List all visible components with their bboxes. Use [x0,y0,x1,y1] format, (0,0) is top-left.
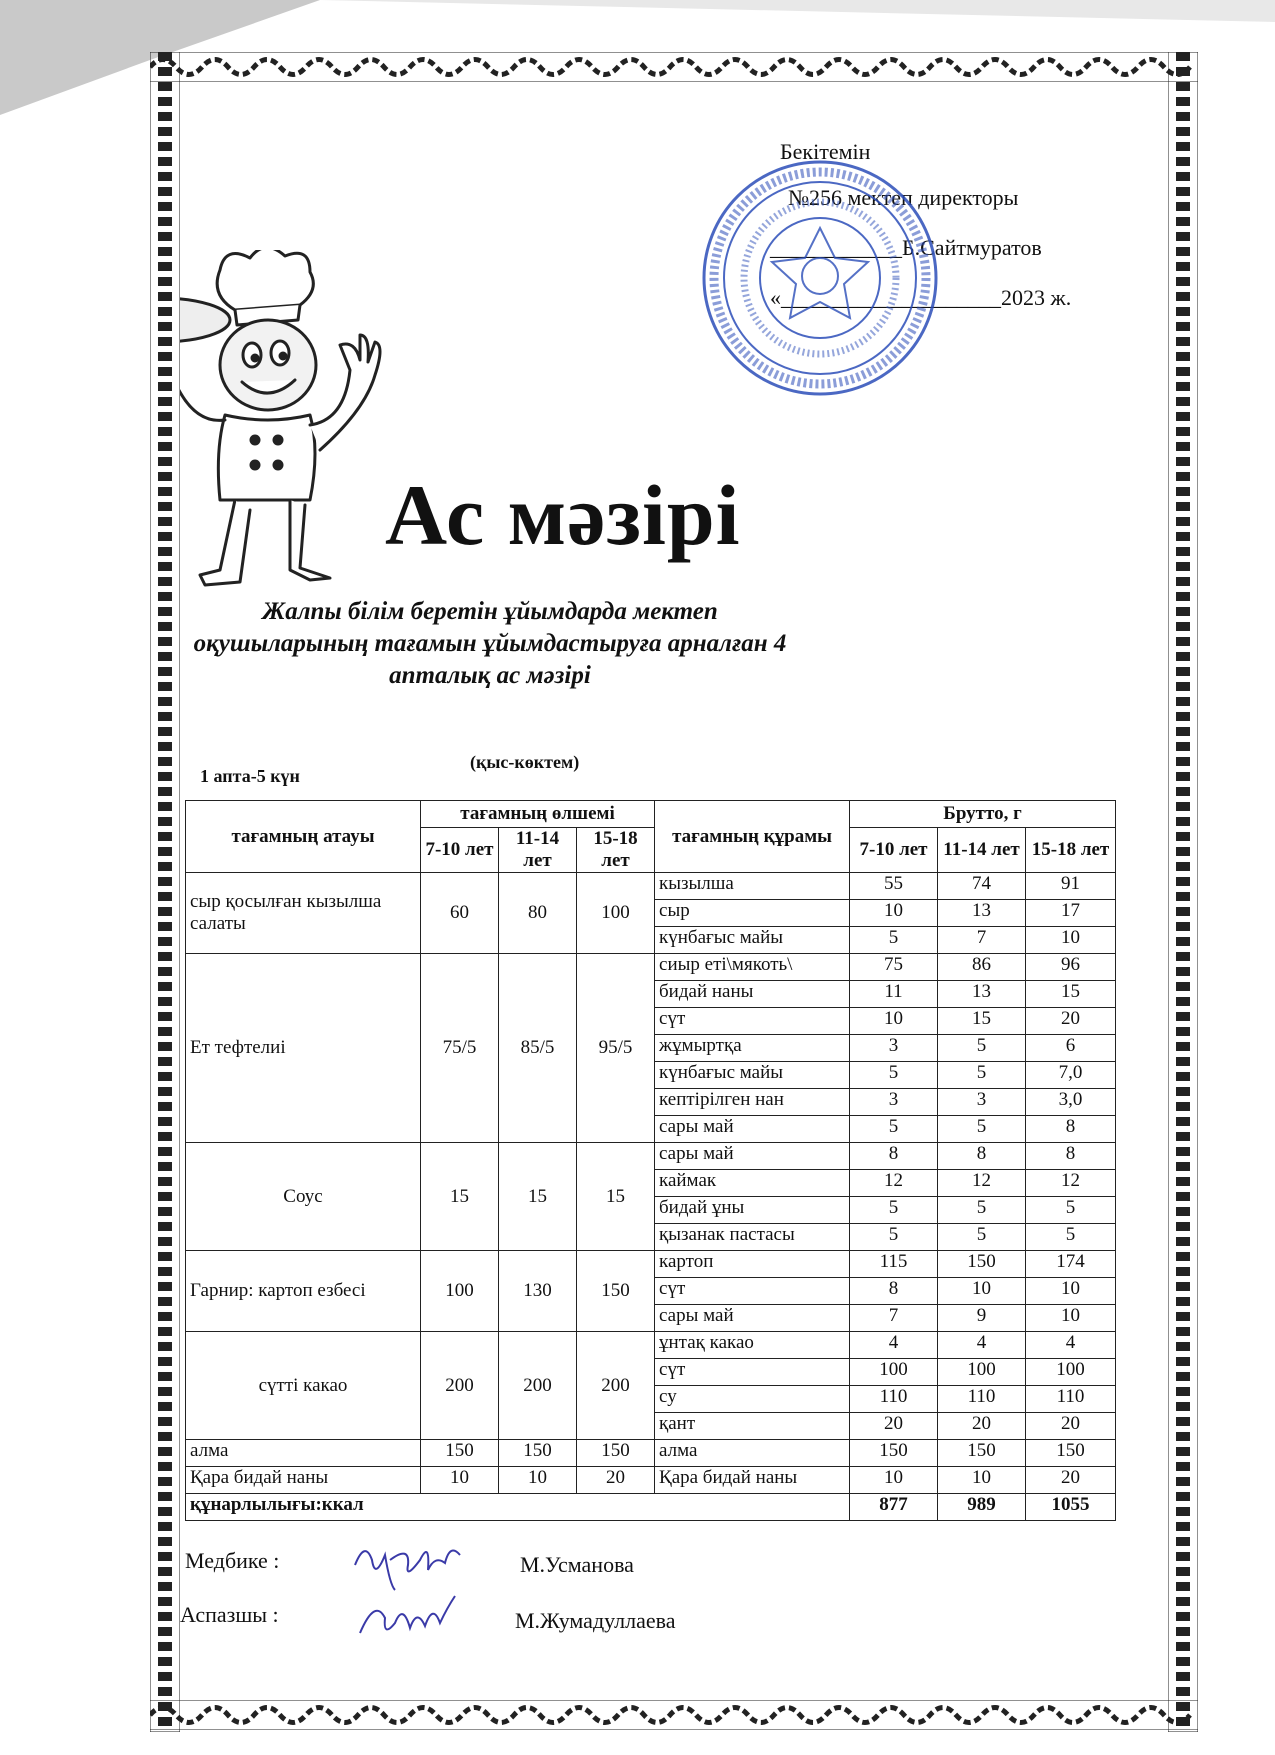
ingredient-name: алма [655,1440,850,1467]
ingredient-brutto: 10 [1026,1278,1116,1305]
ingredient-brutto: 15 [1026,981,1116,1008]
ingredient-brutto: 8 [1026,1116,1116,1143]
ingredient-brutto: 8 [1026,1143,1116,1170]
ingredient-name: қант [655,1413,850,1440]
ingredient-brutto: 3 [850,1089,938,1116]
ingredient-brutto: 7,0 [1026,1062,1116,1089]
dish-portion: 10 [421,1467,499,1494]
ingredient-name: кызылша [655,873,850,900]
ingredient-brutto: 115 [850,1251,938,1278]
ingredient-brutto: 12 [938,1170,1026,1197]
dish-portion: 15 [421,1143,499,1251]
dish-portion: 100 [421,1251,499,1332]
dish-name: Соус [186,1143,421,1251]
ingredient-brutto: 110 [850,1386,938,1413]
approval-heading: Бекітемін [780,139,871,164]
ingredient-name: бидай ұны [655,1197,850,1224]
ingredient-brutto: 7 [850,1305,938,1332]
header-age: 11-14 лет [938,828,1026,873]
ingredient-brutto: 13 [938,981,1026,1008]
ingredient-brutto: 110 [1026,1386,1116,1413]
ingredient-brutto: 20 [850,1413,938,1440]
ingredient-brutto: 20 [1026,1008,1116,1035]
dish-portion: 200 [577,1332,655,1440]
ingredient-brutto: 9 [938,1305,1026,1332]
ingredient-brutto: 91 [1026,873,1116,900]
ingredient-brutto: 150 [1026,1440,1116,1467]
ingredient-name: ұнтақ какао [655,1332,850,1359]
dish-portion: 20 [577,1467,655,1494]
ingredient-name: сүт [655,1278,850,1305]
ingredient-brutto: 5 [850,1116,938,1143]
header-age: 15-18 лет [577,828,655,873]
ingredient-name: сары май [655,1116,850,1143]
ingredient-brutto: 100 [850,1359,938,1386]
dish-portion: 10 [499,1467,577,1494]
dish-portion: 75/5 [421,954,499,1143]
ingredient-name: сары май [655,1143,850,1170]
ingredient-brutto: 5 [938,1035,1026,1062]
ingredient-name: кептірілген нан [655,1089,850,1116]
ingredient-brutto: 150 [850,1440,938,1467]
ingredient-brutto: 4 [938,1332,1026,1359]
dish-portion: 80 [499,873,577,954]
ingredient-brutto: 100 [1026,1359,1116,1386]
approval-position: №256 мектеп директоры [788,185,1019,210]
ingredient-name: сары май [655,1305,850,1332]
table-row [186,1440,1116,1467]
dish-portion: 150 [421,1440,499,1467]
dish-name: Гарнир: картоп езбесі [186,1251,421,1332]
page-title: Ас мәзірі [385,467,741,563]
ingredient-brutto: 4 [850,1332,938,1359]
total-value: 877 [850,1494,938,1521]
approval-director: ____________Б.Сайтмуратов [770,235,1042,260]
ingredient-brutto: 174 [1026,1251,1116,1278]
ingredient-brutto: 5 [850,1197,938,1224]
header-age: 7-10 лет [850,828,938,873]
total-label: құнарлылығы:ккал [186,1494,850,1521]
header-portion: тағамның өлшемі [421,801,655,828]
table-row [186,1467,1116,1494]
ingredient-brutto: 11 [850,981,938,1008]
ingredient-brutto: 5 [1026,1224,1116,1251]
dish-portion: 15 [577,1143,655,1251]
ingredient-brutto: 5 [850,927,938,954]
dish-portion: 150 [577,1440,655,1467]
school-stamp [700,158,940,398]
header-brutto: Брутто, г [850,801,1116,828]
cook-name: М.Жумадуллаева [515,1608,676,1633]
ingredient-name: сүт [655,1008,850,1035]
table-row [186,954,1116,981]
ingredient-name: каймак [655,1170,850,1197]
ingredient-brutto: 100 [938,1359,1026,1386]
total-value: 989 [938,1494,1026,1521]
dish-portion: 200 [499,1332,577,1440]
nurse-name: М.Усманова [520,1552,634,1577]
ingredient-brutto: 3,0 [1026,1089,1116,1116]
page-subtitle: Жалпы білім беретін ұйымдарда мектеп оқушыларының тағамын ұйымдастыруға арналған 4 апталық ас мәзірі [193,598,787,689]
header-age: 11-14 лет [499,828,577,873]
menu-table-body [186,873,1116,1494]
ingredient-brutto: 10 [1026,1305,1116,1332]
ingredient-brutto: 17 [1026,900,1116,927]
menu-table [185,800,1116,1521]
ingredient-brutto: 96 [1026,954,1116,981]
ingredient-brutto: 5 [938,1224,1026,1251]
ingredient-name: картоп [655,1251,850,1278]
ingredient-brutto: 86 [938,954,1026,981]
ingredient-brutto: 8 [850,1143,938,1170]
border-ornament-top [150,52,1198,82]
ingredient-brutto: 10 [850,1467,938,1494]
header-composition: тағамның құрамы [655,801,850,873]
ingredient-brutto: 8 [938,1143,1026,1170]
dish-name: Ет тефтелиі [186,954,421,1143]
ingredient-name: күнбағыс майы [655,927,850,954]
ingredient-name: сүт [655,1359,850,1386]
header-dish-name: тағамның атауы [186,801,421,873]
ingredient-name: су [655,1386,850,1413]
ingredient-brutto: 13 [938,900,1026,927]
ingredient-brutto: 150 [938,1440,1026,1467]
ingredient-brutto: 8 [850,1278,938,1305]
ingredient-name: жұмыртқа [655,1035,850,1062]
dish-portion: 95/5 [577,954,655,1143]
header-age: 15-18 лет [1026,828,1116,873]
dish-portion: 60 [421,873,499,954]
dish-name: сүтті какао [186,1332,421,1440]
ingredient-brutto: 15 [938,1008,1026,1035]
table-row [186,1251,1116,1278]
ingredient-brutto: 10 [850,1008,938,1035]
approval-year: 2023 ж. [1001,285,1072,310]
ingredient-brutto: 10 [1026,927,1116,954]
ingredient-brutto: 10 [938,1278,1026,1305]
ingredient-brutto: 5 [850,1062,938,1089]
ingredient-brutto: 5 [1026,1197,1116,1224]
day-label: 1 апта-5 күн [200,766,300,786]
ingredient-brutto: 7 [938,927,1026,954]
dish-portion: 85/5 [499,954,577,1143]
ingredient-name: күнбағыс майы [655,1062,850,1089]
border-ornament-bottom [150,1700,1198,1730]
total-value: 1055 [1026,1494,1116,1521]
border-ornament-left [150,52,180,1732]
ingredient-name: қызанак пастасы [655,1224,850,1251]
ingredient-name: сыр [655,900,850,927]
ingredient-brutto: 10 [850,900,938,927]
ingredient-brutto: 74 [938,873,1026,900]
total-row [186,1494,1116,1521]
ingredient-brutto: 6 [1026,1035,1116,1062]
ingredient-brutto: 20 [938,1413,1026,1440]
dish-portion: 200 [421,1332,499,1440]
ingredient-brutto: 5 [938,1062,1026,1089]
dish-portion: 150 [499,1440,577,1467]
ingredient-name: сиыр еті\мякоть\ [655,954,850,981]
ingredient-brutto: 10 [938,1467,1026,1494]
ingredient-brutto: 12 [850,1170,938,1197]
dish-name: сыр қосылған кызылша салаты [186,873,421,954]
table-row [186,1332,1116,1359]
ingredient-brutto: 110 [938,1386,1026,1413]
ingredient-brutto: 4 [1026,1332,1116,1359]
ingredient-brutto: 20 [1026,1413,1116,1440]
cook-label: Аспазшы : [180,1602,279,1627]
cook-signature [355,1588,465,1648]
dish-portion: 15 [499,1143,577,1251]
table-row [186,1143,1116,1170]
ingredient-brutto: 5 [938,1197,1026,1224]
dish-portion: 100 [577,873,655,954]
ingredient-brutto: 20 [1026,1467,1116,1494]
ingredient-brutto: 75 [850,954,938,981]
nurse-label: Медбике : [185,1548,280,1573]
dish-portion: 130 [499,1251,577,1332]
approval-date: «____________________2023 ж. [770,285,1072,310]
ingredient-brutto: 150 [938,1251,1026,1278]
border-ornament-right [1168,52,1198,1732]
ingredient-name: Қара бидай наны [655,1467,850,1494]
ingredient-brutto: 55 [850,873,938,900]
ingredient-brutto: 3 [938,1089,1026,1116]
dish-name: алма [186,1440,421,1467]
table-row [186,873,1116,900]
menu-table-header [186,801,1116,873]
dish-name: Қара бидай наны [186,1467,421,1494]
header-age: 7-10 лет [421,828,499,873]
ingredient-brutto: 12 [1026,1170,1116,1197]
director-name: Б.Сайтмуратов [902,235,1042,260]
ingredient-brutto: 3 [850,1035,938,1062]
nurse-signature [350,1535,470,1595]
ingredient-name: бидай наны [655,981,850,1008]
ingredient-brutto: 5 [850,1224,938,1251]
ingredient-brutto: 5 [938,1116,1026,1143]
season-label: (қыс-көктем) [470,752,580,772]
dish-portion: 150 [577,1251,655,1332]
